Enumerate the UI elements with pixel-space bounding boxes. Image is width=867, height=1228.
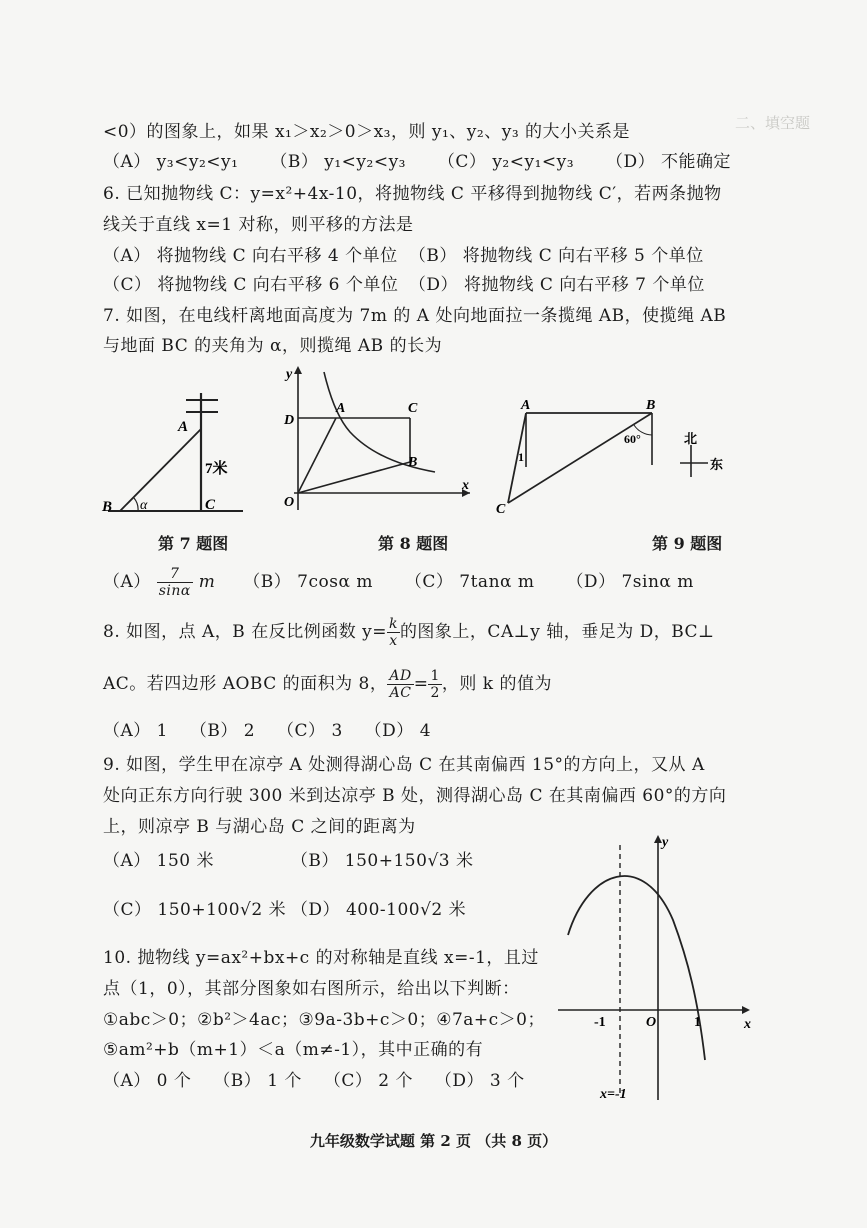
fig8-label-b: B bbox=[408, 455, 418, 470]
fig9-label-a: A bbox=[521, 398, 531, 413]
q8-half-den: 2 bbox=[430, 685, 440, 701]
page-footer: 九年级数学试题 第 2 页 （共 8 页） bbox=[309, 1132, 558, 1150]
fig7-angle-arc bbox=[134, 498, 138, 511]
q9-option-a: （A） 150 米 bbox=[103, 851, 215, 871]
q8-ratio-num: AD bbox=[389, 668, 412, 684]
q7-stem-2: 与地面 BC 的夹角为 α，则揽绳 AB 的长为 bbox=[103, 336, 443, 356]
q8-stem-1-text: 8. 如图，点 A，B 在反比例函数 y= bbox=[103, 622, 387, 642]
q8-k-den: x bbox=[389, 633, 398, 649]
q10-stem-4: ⑤am²+b（m+1）＜a（m≠-1），其中正确的有 bbox=[103, 1040, 484, 1060]
fig8-caption: 第 8 题图 bbox=[378, 534, 449, 553]
q6-option-a: （A） 将抛物线 C 向右平移 4 个单位 bbox=[103, 246, 398, 266]
fig10-x-arrow bbox=[742, 1006, 750, 1014]
q10-options bbox=[103, 1066, 551, 1091]
q7-option-c: （C） 7tanα m bbox=[404, 572, 535, 592]
q10-stem-1: 10. 抛物线 y=ax²+bx+c 的对称轴是直线 x=-1，且过 bbox=[103, 948, 539, 968]
fig9-label-b: B bbox=[646, 398, 656, 413]
q7-stem-1: 7. 如图，在电线杆离地面高度为 7m 的 A 处向地面拉一条揽绳 AB，使揽绳 AB bbox=[103, 306, 727, 326]
fig9-line-bc bbox=[508, 413, 652, 503]
fig8-label-c: C bbox=[408, 401, 418, 416]
figure-8 bbox=[270, 360, 480, 520]
q8-option-d: （D） 4 bbox=[364, 721, 432, 741]
q8-k-fraction bbox=[387, 616, 400, 649]
figure-7 bbox=[98, 385, 248, 520]
fig8-hyperbola bbox=[324, 372, 435, 472]
q6-options-row1 bbox=[103, 241, 704, 266]
q5-option-d: （D） 不能确定 bbox=[605, 152, 732, 172]
fig10-label-axis: x=-1 bbox=[600, 1087, 627, 1102]
q9-option-c: （C） 150+100√2 米 bbox=[103, 900, 287, 920]
q8-options bbox=[103, 716, 457, 741]
q9-stem-3: 上，则凉亭 B 与湖心岛 C 之间的距离为 bbox=[103, 817, 416, 837]
q10-option-b: （B） 1 个 bbox=[213, 1071, 302, 1091]
fig7-label-b: B bbox=[102, 499, 113, 515]
q5-options bbox=[103, 147, 757, 172]
q8-stem-1-text-b: 的图象上，CA⊥y 轴，垂足为 D，BC⊥ bbox=[399, 622, 715, 642]
q6-option-c: （C） 将抛物线 C 向右平移 6 个单位 bbox=[103, 275, 399, 295]
fig9-label-c: C bbox=[496, 502, 506, 517]
fig9-label-one: 1 bbox=[518, 450, 524, 464]
q7-option-b: （B） 7cosα m bbox=[243, 572, 373, 592]
q8-half-num: 1 bbox=[430, 668, 440, 684]
q9-options-row1 bbox=[103, 846, 474, 871]
q7-option-a-prefix: （A） bbox=[103, 572, 151, 592]
fig9-label-angle: 60° bbox=[624, 432, 641, 446]
q6-stem-1: 6. 已知抛物线 C：y=x²+4x-10，将抛物线 C 平移得到抛物线 C′，若两条抛物 bbox=[103, 184, 722, 204]
fig10-label-o: O bbox=[646, 1015, 657, 1030]
q8-ratio-den: AC bbox=[389, 685, 412, 701]
q10-stem-3: ①abc＞0；②b²＞4ac；③9a-3b+c＞0；④7a+c＞0； bbox=[103, 1010, 545, 1030]
q6-stem-2: 线关于直线 x=1 对称，则平移的方法是 bbox=[103, 215, 414, 235]
q8-ratio-fraction bbox=[387, 668, 413, 701]
fig8-label-y: y bbox=[286, 367, 293, 382]
fig9-label-north: 北 bbox=[684, 431, 698, 446]
fig8-y-arrow bbox=[294, 366, 302, 374]
q7-option-a-den: sinα bbox=[158, 583, 191, 599]
q8-stem-2-tail: ，则 k 的值为 bbox=[441, 674, 552, 694]
fig10-label-one: 1 bbox=[694, 1015, 701, 1030]
q10-option-a: （A） 0 个 bbox=[103, 1071, 192, 1091]
q10-option-d: （D） 3 个 bbox=[434, 1071, 525, 1091]
q7-option-a-fraction bbox=[157, 566, 193, 599]
q8-option-a: （A） 1 bbox=[103, 721, 168, 741]
bleed-through: 二、填空题 bbox=[735, 114, 811, 132]
fig8-label-a: A bbox=[336, 401, 346, 416]
fig7-caption: 第 7 题图 bbox=[158, 534, 229, 553]
fig7-label-a: A bbox=[178, 419, 189, 435]
q9-stem-2: 处向正东方向行驶 300 米到达凉亭 B 处，测得湖心岛 C 在其南偏西 60°的方向 bbox=[103, 786, 727, 806]
q8-option-c: （C） 3 bbox=[277, 721, 343, 741]
fig9-label-east: 东 bbox=[710, 457, 724, 472]
q7-option-a-num: 7 bbox=[157, 566, 193, 583]
q9-option-d: （D） 400-100√2 米 bbox=[290, 900, 467, 920]
q8-stem-1 bbox=[103, 616, 715, 649]
fig7-label-height: 7米 bbox=[205, 461, 228, 477]
q6-option-d: （D） 将抛物线 C 向右平移 7 个单位 bbox=[408, 275, 705, 295]
q8-half-fraction bbox=[428, 668, 441, 701]
fig8-label-o: O bbox=[284, 495, 295, 510]
q7-option-d: （D） 7sinα m bbox=[566, 572, 694, 592]
figure-10 bbox=[548, 830, 758, 1105]
fig8-line-ob bbox=[298, 462, 410, 493]
q9-options-row2 bbox=[103, 895, 466, 920]
q5-option-b: （B） y₁<y₂<y₃ bbox=[270, 152, 406, 172]
fig7-rope bbox=[120, 429, 201, 511]
q10-stem-2: 点（1，0），其部分图象如右图所示，给出以下判断： bbox=[103, 979, 520, 999]
q5-option-c: （C） y₂<y₁<y₃ bbox=[437, 152, 575, 172]
q5-tail-line: <0）的图象上，如果 x₁＞x₂＞0＞x₃，则 y₁、y₂、y₃ 的大小关系是 bbox=[103, 122, 631, 142]
fig10-label-x: x bbox=[744, 1017, 751, 1032]
fig9-caption: 第 9 题图 bbox=[652, 534, 723, 553]
fig10-label-y: y bbox=[662, 835, 669, 850]
fig10-label-neg1: -1 bbox=[594, 1015, 606, 1030]
q10-option-c: （C） 2 个 bbox=[323, 1071, 413, 1091]
q8-k-num: k bbox=[388, 616, 398, 632]
fig8-label-d: D bbox=[284, 413, 295, 428]
figure-9 bbox=[494, 395, 734, 525]
q8-equals: = bbox=[413, 674, 429, 694]
fig10-y-arrow bbox=[654, 835, 662, 843]
fig7-label-alpha: α bbox=[140, 498, 148, 513]
q8-stem-2 bbox=[103, 668, 552, 701]
q7-option-a-unit: m bbox=[198, 572, 216, 592]
q9-option-b: （B） 150+150√3 米 bbox=[290, 851, 474, 871]
q6-option-b: （B） 将抛物线 C 向右平移 5 个单位 bbox=[408, 246, 704, 266]
fig7-label-c: C bbox=[205, 497, 216, 513]
fig10-parabola bbox=[568, 876, 705, 1060]
q6-options-row2 bbox=[103, 270, 705, 295]
q8-option-b: （B） 2 bbox=[189, 721, 256, 741]
fig8-label-x: x bbox=[462, 478, 469, 493]
q8-stem-2-text: AC。若四边形 AOBC 的面积为 8， bbox=[103, 674, 388, 694]
q7-options bbox=[103, 566, 720, 599]
q5-option-a: （A） y₃<y₂<y₁ bbox=[103, 152, 239, 172]
q9-stem-1: 9. 如图，学生甲在凉亭 A 处测得湖心岛 C 在其南偏西 15°的方向上，又从 A bbox=[103, 755, 705, 775]
fig8-line-oa bbox=[298, 418, 336, 493]
